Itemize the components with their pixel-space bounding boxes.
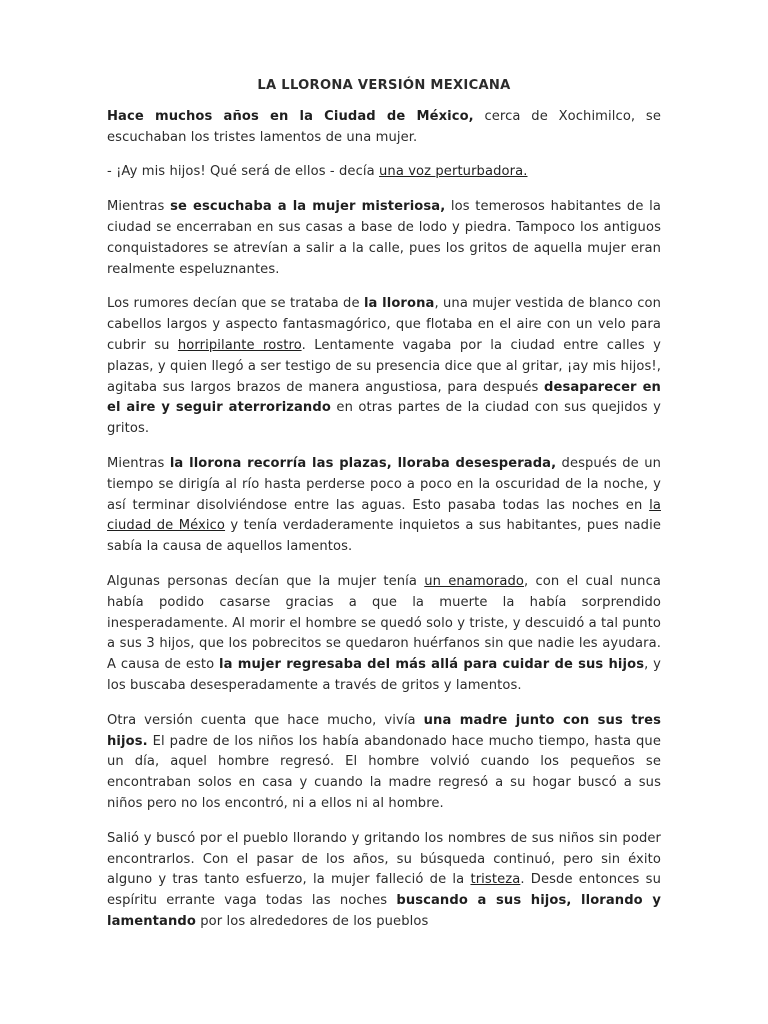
paragraph — [107, 107, 661, 149]
body-text: Algunas personas decían que la mujer tenía — [107, 573, 425, 589]
body-text: Mientras — [107, 455, 170, 471]
paragraph — [107, 197, 661, 280]
body-text: Mientras — [107, 199, 171, 215]
document-page — [107, 68, 661, 947]
document-title: LA LLORONA VERSIÓN MEXICANA — [257, 78, 511, 93]
paragraph — [107, 294, 661, 440]
body-text: , una mujer vestida de blanco con cabellos largos y aspecto fantasmagórico, que flotaba en el aire con un velo para cubrir su — [107, 296, 661, 353]
body-text: , con el cual nunca había podido casarse gracias a que la muerte la había sorprendido inesperadamente. Al morir el hombre se quedó solo y triste, y descuidó a tal punto a sus 3 hijos, que los pobrecitos se quedaron huérfanos sin que nadie les ayudara. A causa de esto — [107, 573, 661, 673]
body-text: después de un tiempo se dirigía al río hasta perderse poco a poco en la oscuridad de la noche, y así terminar disolviéndose entre las aguas. Esto pasaba todas las noches en — [107, 455, 661, 513]
paragraph — [107, 454, 661, 558]
bold-text: desaparecer en el aire y seguir aterrorizando — [107, 379, 661, 416]
body-text: y tenía verdaderamente inquietos a sus habitantes, pues nadie sabía la causa de aquellos lamentos. — [107, 518, 661, 555]
inline-link[interactable]: un enamorado — [424, 573, 525, 589]
body-text: Salió y buscó por el pueblo llorando y gritando los nombres de sus niños sin poder encontrarlos. Con el pasar de los años, su búsqueda continuó, pero sin éxito alguno y tras tanto esfuerzo, la mujer falleció de la — [107, 830, 661, 888]
paragraph — [107, 572, 661, 697]
document-body — [107, 107, 661, 933]
bold-text: una madre junto con sus tres hijos. — [107, 712, 661, 749]
bold-text: la llorona recorría las plazas, lloraba desesperada, — [169, 455, 557, 471]
body-text: Los rumores decían que se trataba de — [107, 296, 364, 312]
body-text: en otras partes de la ciudad con sus quejidos y gritos. — [107, 400, 662, 437]
inline-link[interactable]: una voz perturbadora. — [379, 164, 528, 180]
bold-text: se escuchaba a la mujer misteriosa, — [170, 199, 446, 215]
paragraph — [107, 711, 661, 815]
bold-text: Hace muchos años en la Ciudad de México, — [107, 108, 474, 124]
inline-link[interactable]: la ciudad de México — [107, 497, 661, 534]
inline-link[interactable]: horripilante rostro — [177, 337, 302, 353]
bold-text: la mujer regresaba del más allá para cuidar de sus hijos — [219, 657, 645, 673]
paragraph — [107, 829, 661, 933]
bold-text: buscando a sus hijos, llorando y lamentando — [107, 893, 661, 929]
body-text: , y los buscaba desesperadamente a través de gritos y lamentos. — [107, 657, 661, 693]
body-text: por los alrededores de los pueblos — [195, 913, 429, 929]
inline-link[interactable]: tristeza — [470, 872, 521, 888]
body-text: . Lentamente vagaba por la ciudad entre calles y plazas, y quien llegó a ser testigo de su presencia dice que al gritar, ¡ay mis hijos!, agitaba sus largos brazos de manera angustiosa, para después — [107, 337, 661, 395]
body-text: - ¡Ay mis hijos! Qué será de ellos - decía — [107, 164, 380, 180]
body-text: . Desde entonces su espíritu errante vaga todas las noches — [107, 872, 661, 909]
bold-text: la llorona — [363, 296, 435, 312]
paragraph — [107, 162, 661, 183]
body-text: Otra versión cuenta que hace mucho, vivía — [107, 712, 424, 728]
body-text: cerca de Xochimilco, se escuchaban los tristes lamentos de una mujer. — [107, 108, 661, 145]
body-text: los temerosos habitantes de la ciudad se encerraban en sus casas a base de lodo y piedra. Tampoco los antiguos conquistadores se atrevían a salir a la calle, pues los gritos de aquella mujer eran realmente espeluznantes. — [107, 199, 661, 277]
body-text: El padre de los niños los había abandonado hace mucho tiempo, hasta que un día, aquel hombre regresó. El hombre volvió cuando los pequeños se encontraban solos en casa y cuando la madre regresó a su hogar buscó a sus niños pero no los encontró, ni a ellos ni al hombre. — [107, 733, 661, 811]
